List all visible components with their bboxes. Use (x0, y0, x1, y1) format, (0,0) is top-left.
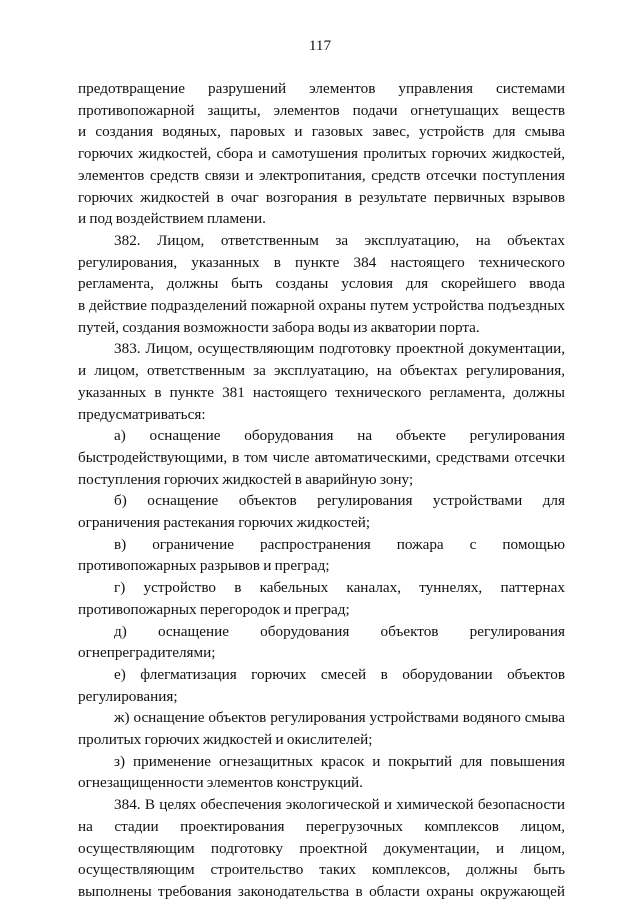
text-line: предусматриваться: (78, 405, 206, 423)
text-line: противопожарной защиты, элементов подачи огнетушащих веществ (78, 101, 565, 119)
text-line: б) оснащение объектов регулирования устройствами для (114, 492, 565, 510)
text-line: противопожарных разрывов и преград; (78, 557, 330, 575)
text-line: в) ограничение распространения пожара с помощью (114, 535, 565, 553)
text-line: элементов средств связи и электропитания, средств отсечки поступления (78, 166, 565, 184)
text-line: выполнены требования законодательства в области охраны окружающей (78, 882, 565, 900)
text-line: а) оснащение оборудования на объекте регулирования (114, 427, 565, 445)
text-line: регулирования; (78, 687, 178, 705)
text-line: указанных в пункте 381 настоящего технического регламента, должны (78, 383, 565, 401)
text-line: регламента, должны быть созданы условия для скорейшего ввода (78, 275, 565, 293)
text-line: быстродействующими, в том числе автоматическими, средствами отсечки (78, 448, 565, 466)
text-line: путей, создания возможности забора воды из акватории порта. (78, 318, 480, 336)
text-line: предотвращение разрушений элементов управления системами (78, 80, 565, 97)
text-line: противопожарных перегородок и преград; (78, 600, 350, 618)
text-line: осуществляющим строительство таких комплексов, должны быть (78, 861, 565, 879)
text-line: на стадии проектирования перегрузочных комплексов лицом, (78, 817, 565, 835)
text-line: горючих жидкостей, сбора и самотушения пролитых горючих жидкостей, (78, 145, 565, 163)
text-line: д) оснащение оборудования объектов регулирования (114, 622, 565, 640)
text-line: огнезащищенности элементов конструкций. (78, 774, 363, 792)
text-line: ограничения растекания горючих жидкостей; (78, 514, 371, 531)
text-line: 383. Лицом, осуществляющим подготовку проектной документации, (114, 340, 565, 358)
text-line: ж) оснащение объектов регулирования устройствами водяного смыва (114, 709, 565, 727)
text-line: з) применение огнезащитных красок и покрытий для повышения (114, 752, 565, 770)
text-line: 384. В целях обеспечения экологической и химической безопасности (114, 796, 565, 814)
text-line: осуществляющим подготовку проектной документации, и лицом, (78, 839, 565, 857)
text-line: е) флегматизация горючих смесей в оборудовании объектов (114, 665, 565, 683)
text-line: г) устройство в кабельных каналах, туннелях, паттернах (114, 579, 565, 597)
page-number: 117 (308, 37, 332, 54)
text-line: регулирования, указанных в пункте 384 настоящего технического (78, 253, 565, 271)
text-line: пролитых горючих жидкостей и окислителей; (78, 731, 373, 748)
text-line: и создания водяных, паровых и газовых завес, устройств для смыва (78, 123, 565, 141)
text-line: поступления горючих жидкостей в аварийную зону; (78, 470, 414, 488)
text-line: в действие подразделений пожарной охраны путем устройства подъездных (78, 297, 565, 314)
text-line: горючих жидкостей в очаг возгорания в результате первичных взрывов (78, 188, 565, 206)
text-line: и под воздействием пламени. (78, 210, 266, 228)
text-line: огнепреградителями; (78, 644, 216, 662)
text-line: 382. Лицом, ответственным за эксплуатацию, на объектах (114, 231, 565, 249)
text-line: и лицом, ответственным за эксплуатацию, на объектах регулирования, (78, 362, 565, 380)
